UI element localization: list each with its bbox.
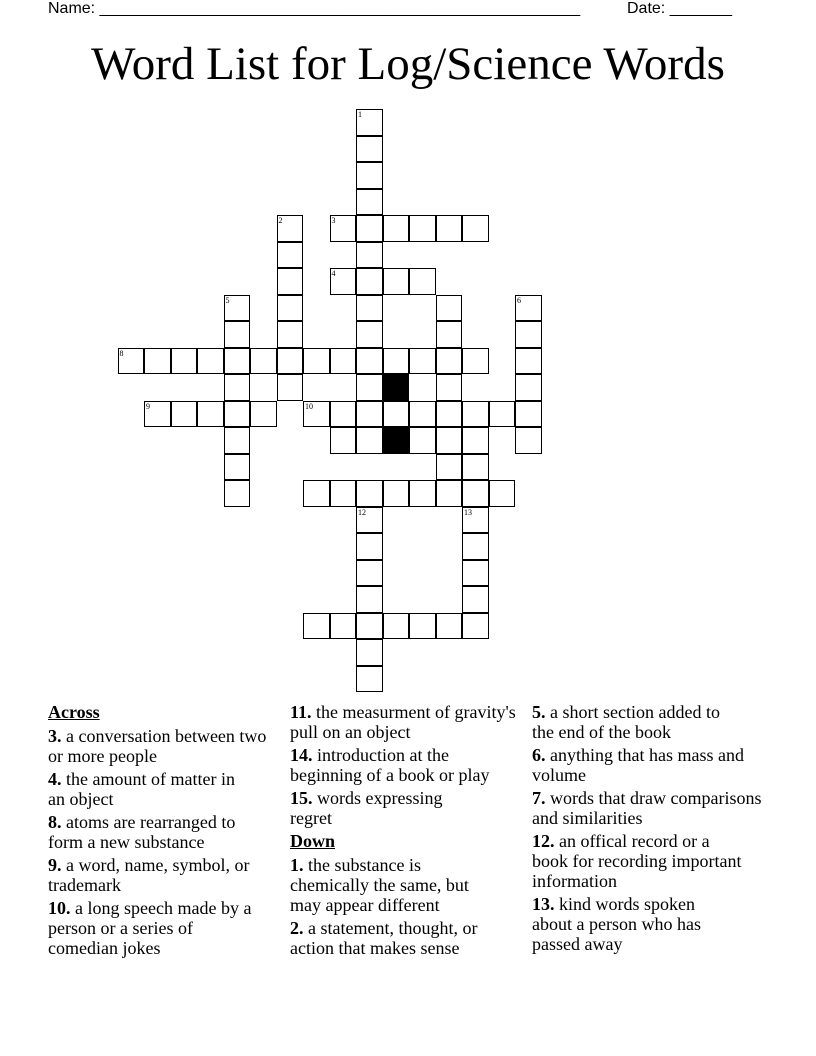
answer-cell[interactable] [383, 215, 410, 242]
answer-cell[interactable] [224, 321, 251, 348]
answer-cell[interactable] [436, 480, 463, 507]
answer-cell[interactable] [356, 215, 383, 242]
answer-cell[interactable] [383, 401, 410, 428]
answer-cell[interactable] [383, 480, 410, 507]
answer-cell[interactable] [356, 374, 383, 401]
clue-down-6: 6. anything that has mass and volume [532, 745, 744, 785]
answer-cell[interactable] [197, 401, 224, 428]
answer-cell[interactable] [303, 401, 330, 428]
answer-cell[interactable] [409, 401, 436, 428]
clue-number: 6 [517, 295, 521, 305]
answer-cell[interactable] [409, 480, 436, 507]
answer-cell[interactable] [224, 454, 251, 481]
clue-down-12: 12. an offical record or a book for recording important information [532, 831, 742, 891]
date-field-label: Date: _______ [627, 0, 732, 17]
clue-across-3: 3. a conversation between two or more people [48, 726, 267, 766]
name-field-label: Name: ______________________________________________________ [48, 0, 581, 17]
clue-number: 1 [358, 110, 362, 119]
clue-across-9: 9. a word, name, symbol, or trademark [48, 855, 250, 895]
answer-cell[interactable] [118, 348, 145, 375]
answer-cell[interactable] [303, 348, 330, 375]
answer-cell[interactable] [277, 321, 304, 348]
answer-cell[interactable] [330, 215, 357, 242]
answer-cell[interactable] [330, 480, 357, 507]
answer-cell[interactable] [515, 295, 542, 322]
answer-cell[interactable] [462, 586, 489, 613]
answer-cell[interactable] [436, 348, 463, 375]
answer-cell[interactable] [436, 427, 463, 454]
answer-cell[interactable] [356, 109, 383, 136]
black-cell [383, 374, 410, 401]
across-heading: Across [48, 702, 100, 722]
answer-cell[interactable] [515, 427, 542, 454]
answer-cell[interactable] [489, 480, 516, 507]
answer-cell[interactable] [409, 427, 436, 454]
answer-cell[interactable] [462, 401, 489, 428]
answer-cell[interactable] [277, 295, 304, 322]
answer-cell[interactable] [356, 507, 383, 534]
answer-cell[interactable] [277, 268, 304, 295]
clue-number: 8 [119, 348, 124, 358]
answer-cell[interactable] [409, 348, 436, 375]
clue-down-7: 7. words that draw comparisons and similarities [532, 788, 762, 828]
answer-cell[interactable] [462, 427, 489, 454]
answer-cell[interactable] [330, 613, 357, 640]
answer-cell[interactable] [462, 215, 489, 242]
answer-cell[interactable] [303, 613, 330, 640]
answer-cell[interactable] [462, 348, 489, 375]
clue-column-1 [48, 702, 283, 961]
answer-cell[interactable] [356, 242, 383, 269]
answer-cell[interactable] [409, 268, 436, 295]
answer-cell[interactable] [356, 586, 383, 613]
clue-number: 5 [225, 295, 230, 305]
answer-cell[interactable] [356, 480, 383, 507]
answer-cell[interactable] [436, 401, 463, 428]
answer-cell[interactable] [224, 348, 251, 375]
answer-cell[interactable] [462, 533, 489, 560]
answer-cell[interactable] [489, 401, 516, 428]
answer-cell[interactable] [356, 295, 383, 322]
answer-cell[interactable] [462, 454, 489, 481]
answer-cell[interactable] [171, 401, 198, 428]
clue-number: 12 [358, 507, 366, 517]
answer-cell[interactable] [356, 666, 383, 693]
answer-cell[interactable] [383, 613, 410, 640]
answer-cell[interactable] [356, 162, 383, 189]
clue-number: 3 [331, 216, 336, 225]
clue-column-2 [290, 702, 520, 961]
answer-cell[interactable] [303, 480, 330, 507]
answer-cell[interactable] [250, 401, 277, 428]
answer-cell[interactable] [330, 348, 357, 375]
answer-cell[interactable] [515, 321, 542, 348]
answer-cell[interactable] [436, 321, 463, 348]
clue-across-10: 10. a long speech made by a person or a series of comedian jokes [48, 898, 252, 958]
answer-cell[interactable] [356, 321, 383, 348]
answer-cell[interactable] [436, 295, 463, 322]
answer-cell[interactable] [383, 348, 410, 375]
clue-across-4: 4. the amount of matter in an object [48, 769, 235, 809]
answer-cell[interactable] [356, 533, 383, 560]
answer-cell[interactable] [436, 454, 463, 481]
answer-cell[interactable] [409, 215, 436, 242]
clue-number: 10 [305, 401, 313, 411]
answer-cell[interactable] [224, 480, 251, 507]
black-cell [383, 427, 410, 454]
answer-cell[interactable] [277, 242, 304, 269]
clue-column-3 [532, 702, 772, 957]
answer-cell[interactable] [462, 480, 489, 507]
answer-cell[interactable] [224, 401, 251, 428]
answer-cell[interactable] [250, 348, 277, 375]
answer-cell[interactable] [277, 374, 304, 401]
clue-across-15: 15. words expressing regret [290, 788, 443, 828]
answer-cell[interactable] [356, 348, 383, 375]
clue-down-2: 2. a statement, thought, or action that makes sense [290, 918, 478, 958]
answer-cell[interactable] [436, 613, 463, 640]
answer-cell[interactable] [383, 268, 410, 295]
answer-cell[interactable] [330, 401, 357, 428]
page-title: Word List for Log/Science Words [91, 38, 725, 90]
answer-cell[interactable] [277, 215, 304, 242]
answer-cell[interactable] [330, 427, 357, 454]
answer-cell[interactable] [356, 427, 383, 454]
answer-cell[interactable] [356, 560, 383, 587]
answer-cell[interactable] [356, 189, 383, 216]
answer-cell[interactable] [436, 215, 463, 242]
clue-down-1: 1. the substance is chemically the same, but may appear different [290, 855, 469, 915]
answer-cell[interactable] [356, 613, 383, 640]
clue-number: 13 [464, 507, 472, 517]
clue-number: 9 [146, 401, 150, 411]
answer-cell[interactable] [144, 401, 171, 428]
answer-cell[interactable] [224, 374, 251, 401]
clue-number: 4 [331, 269, 336, 278]
clue-across-11: 11. the measurment of gravity's pull on an object [290, 702, 516, 742]
answer-cell[interactable] [171, 348, 198, 375]
answer-cell[interactable] [330, 268, 357, 295]
down-heading: Down [290, 831, 336, 851]
answer-cell[interactable] [356, 401, 383, 428]
answer-cell[interactable] [356, 268, 383, 295]
answer-cell[interactable] [462, 560, 489, 587]
clue-number: 2 [278, 216, 283, 225]
answer-cell[interactable] [356, 136, 383, 163]
clue-across-14: 14. introduction at the beginning of a book or play [290, 745, 490, 785]
answer-cell[interactable] [144, 348, 171, 375]
answer-cell[interactable] [197, 348, 224, 375]
answer-cell[interactable] [515, 374, 542, 401]
answer-cell[interactable] [356, 639, 383, 666]
answer-cell[interactable] [515, 401, 542, 428]
answer-cell[interactable] [462, 613, 489, 640]
answer-cell[interactable] [515, 348, 542, 375]
clue-down-5: 5. a short section added to the end of the book [532, 702, 720, 742]
answer-cell[interactable] [409, 613, 436, 640]
answer-cell[interactable] [224, 427, 251, 454]
clue-down-13: 13. kind words spoken about a person who has passed away [532, 894, 701, 954]
answer-cell[interactable] [224, 295, 251, 322]
answer-cell[interactable] [436, 374, 463, 401]
clue-across-8: 8. atoms are rearranged to form a new substance [48, 812, 236, 852]
answer-cell[interactable] [462, 507, 489, 534]
answer-cell[interactable] [277, 348, 304, 375]
